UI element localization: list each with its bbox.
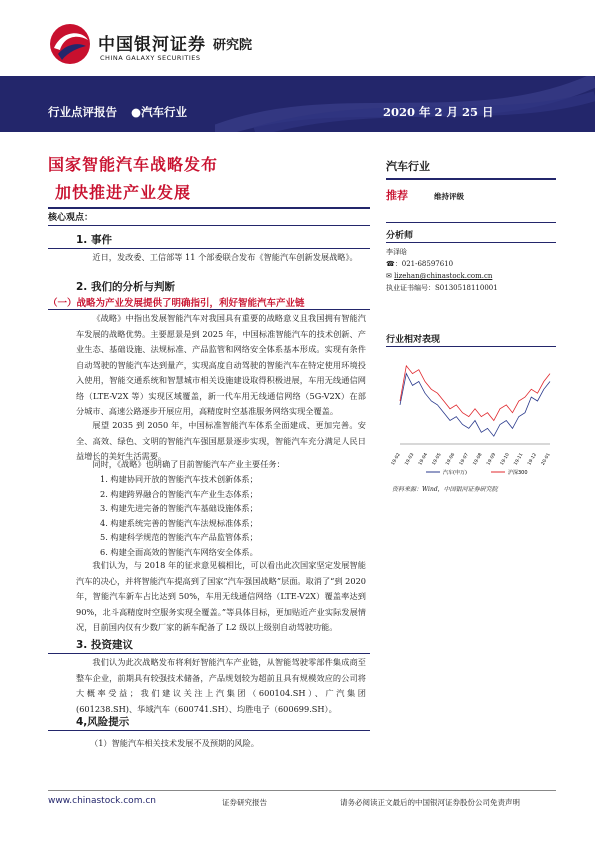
galaxy-logo-icon xyxy=(48,22,92,66)
phone-icon: ☎ xyxy=(386,260,395,268)
series-line xyxy=(400,374,550,437)
section-2-divider xyxy=(48,309,370,310)
x-tick-label: 19-05 xyxy=(431,452,443,467)
section-2-para-1: 《战略》中指出发展智能汽车对我国具有重要的战略意义且我国拥有智能汽车发展的战略优势。主要愿景是到 2025 年，中国标准智能汽车的技术创新、产业生态、基础设施、法规标准、产品监管和网络安全体系基本形成。实现有条件自动驾驶的智能汽车达到量产，实现高度自动驾驶的智能汽车在特定使用环境投入使用，智能交通系统和智慧城市相关设施建设取得积极进展，车用无线通信网络（LTE-V2X 等）实现区域覆盖，新一代车用无线通信网络（5G-V2X）在部分城市、高速公路逐步开展应用，高精度时空基准服务网络实现全覆盖。 xyxy=(76,313,366,416)
task-list xyxy=(100,472,258,559)
report-date: 2020 年 2 月 25 日 xyxy=(383,105,494,119)
core-views-divider xyxy=(48,225,370,226)
x-tick-label: 19-10 xyxy=(499,452,511,467)
x-tick-label: 19-12 xyxy=(527,452,539,467)
brand-name-en: CHINA GALAXY SECURITIES xyxy=(100,54,201,62)
mail-icon: ✉ xyxy=(386,272,395,280)
analyst-phone: ☎：021-68597610 xyxy=(386,260,454,268)
footer-center: 证券研究报告 xyxy=(222,798,267,807)
task-item: 5. 构建科学规范的智能汽车产品监管体系； xyxy=(100,532,258,542)
footer-disclaimer: 请务必阅读正文最后的中国银河证券股份公司免责声明 xyxy=(340,798,520,807)
analyst-divider xyxy=(386,242,556,243)
x-tick-label: 19-09 xyxy=(486,452,498,467)
right-divider-2 xyxy=(386,222,556,223)
report-type-bar xyxy=(48,104,187,120)
chart-divider xyxy=(386,346,556,347)
analyst-heading: 分析师 xyxy=(386,231,414,241)
x-tick-label: 19-02 xyxy=(390,452,402,467)
institute-label: 研究院 xyxy=(213,38,253,53)
right-industry: 汽车行业 xyxy=(386,160,430,173)
industry-label: 汽车行业 xyxy=(141,105,188,119)
analyst-info xyxy=(386,246,498,294)
title-line-1: 国家智能汽车战略发布 xyxy=(48,155,219,174)
section-1-heading: 1. 事件 xyxy=(76,234,112,246)
right-divider-top xyxy=(386,178,556,180)
rating-note: 维持评级 xyxy=(434,192,464,201)
rating: 推荐 xyxy=(386,189,408,202)
section-2-para-4: 我们认为，与 2018 年的征求意见稿相比，可以看出此次国家坚定发展智能汽车的决心，并将智能汽车提高到了国家“汽车强国战略”层面。取消了“到 2020 年，智能汽车新车占比达到 50%，车用无线通信网络（LTE-V2X）覆盖率达到 90%，北斗高精度时空服务实现全覆盖。”等具体目标，更加贴近产业实际发展情况，目前国内仅有少数厂家的新车配备了 L2 级以上级别自动驾驶功能。 xyxy=(76,560,366,632)
x-tick-label: 20-01 xyxy=(540,452,552,467)
task-item: 2. 构建跨界融合的智能汽车产业生态体系； xyxy=(100,488,258,499)
x-tick-label: 19-08 xyxy=(472,452,484,467)
legend-label: 沪深300 xyxy=(508,470,528,476)
analyst-email[interactable]: ✉ lizehan@chinastock.com.cn xyxy=(386,272,493,280)
section-4-divider xyxy=(48,730,370,731)
series-line xyxy=(400,366,550,421)
x-tick-label: 19-03 xyxy=(404,452,416,467)
core-views-label: 核心观点： xyxy=(48,213,94,223)
task-item: 3. 构建先进完备的智能汽车基础设施体系； xyxy=(100,503,258,513)
chart-heading: 行业相对表现 xyxy=(386,335,441,345)
legend-label: 汽车(申万) xyxy=(443,470,467,476)
chart-source: 资料来源：Wind，中国银河证券研究院 xyxy=(392,486,498,493)
x-tick-label: 19-07 xyxy=(459,452,470,467)
analyst-name: 李泽晗 xyxy=(386,248,407,256)
section-1-divider xyxy=(48,248,370,249)
section-4-text: （1）智能汽车相关技术发展不及预期的风险。 xyxy=(90,738,259,748)
section-2-para-3: 同时，《战略》也明确了目前智能汽车产业主要任务： xyxy=(92,459,285,469)
analyst-license: 执业证书编号：S0130518110001 xyxy=(386,284,498,292)
bullet-icon: ● xyxy=(131,105,142,119)
company-logo xyxy=(48,22,328,72)
section-3-text: 我们认为此次战略发布将利好智能汽车产业链，从智能驾驶零部件集成商至整车企业，前期具有较强技术储备，产品规划较为超前且具有规模效应的公司将大概率受益；我们建议关注上汽集团（600104.SH）、广汽集团(601238.SH)、华域汽车（600741.SH）、均胜电子（600699.SH）。 xyxy=(76,657,366,714)
section-3-divider xyxy=(48,653,370,654)
section-3-heading: 3. 投资建议 xyxy=(76,639,133,651)
title-line-2: 加快推进产业发展 xyxy=(55,183,192,202)
report-type: 行业点评报告 xyxy=(48,105,117,119)
x-tick-label: 19-11 xyxy=(513,452,525,467)
title-divider xyxy=(48,207,370,209)
x-tick-label: 19-06 xyxy=(445,452,457,467)
section-2-para-2: 展望 2035 到 2050 年，中国标准智能汽车体系全面建成、更加完善。安全、高效、绿色、文明的智能汽车强国愿景逐步实现，智能汽车充分满足人民日益增长的美好生活需要。 xyxy=(76,420,366,461)
section-1-text: 近日，发改委、工信部等 11 个部委联合发布《智能汽车创新发展战略》。 xyxy=(92,252,358,262)
footer-url[interactable]: www.chinastock.com.cn xyxy=(48,796,156,806)
section-2-subheading: （一）战略为产业发展提供了明确指引，利好智能汽车产业链 xyxy=(48,298,305,309)
x-tick-label: 19-04 xyxy=(418,452,430,467)
footer-divider xyxy=(48,790,556,791)
brand-name-cn: 中国银河证券 xyxy=(98,35,206,55)
task-item: 1. 构建协同开放的智能汽车技术创新体系； xyxy=(100,474,258,484)
task-item: 4. 构建系统完善的智能汽车法规标准体系； xyxy=(100,517,258,528)
relative-performance-chart xyxy=(386,350,556,480)
task-item: 6. 构建全面高效的智能汽车网络安全体系。 xyxy=(100,546,258,557)
section-2-heading: 2. 我们的分析与判断 xyxy=(76,281,175,293)
section-4-heading: 4,风险提示 xyxy=(76,716,130,728)
